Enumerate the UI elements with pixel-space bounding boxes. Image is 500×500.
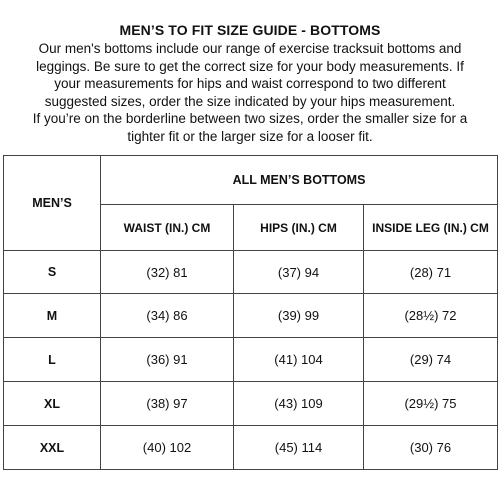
inside-leg-column-header: INSIDE LEG (IN.) CM	[364, 205, 498, 251]
inside-leg-cell: (29) 74	[364, 338, 498, 382]
size-guide-table	[3, 155, 498, 470]
waist-cell: (40) 102	[101, 426, 234, 470]
intro-line: leggings. Be sure to get the correct size for your body measurements. If	[36, 58, 464, 74]
waist-cell: (36) 91	[101, 338, 234, 382]
waist-cell: (32) 81	[101, 251, 234, 294]
intro-line: tighter fit or the larger size for a looser fit.	[127, 128, 373, 144]
hips-cell: (37) 94	[234, 251, 364, 294]
size-cell: XXL	[4, 426, 101, 470]
all-mens-bottoms-header: ALL MEN’S BOTTOMS	[101, 156, 498, 205]
inside-leg-cell: (28) 71	[364, 251, 498, 294]
table-row	[4, 382, 498, 426]
table-header-row	[4, 156, 498, 205]
inside-leg-cell: (28½) 72	[364, 294, 498, 338]
intro-line: If you’re on the borderline between two sizes, order the smaller size for a	[32, 111, 468, 127]
intro-line: Our men's bottoms include our range of exercise tracksuit bottoms and	[38, 41, 462, 56]
hips-cell: (39) 99	[234, 294, 364, 338]
inside-leg-cell: (30) 76	[364, 426, 498, 470]
intro-paragraph	[0, 40, 500, 146]
size-cell: L	[4, 338, 101, 382]
mens-header-cell: MEN’S	[4, 156, 101, 251]
hips-cell: (41) 104	[234, 338, 364, 382]
waist-cell: (34) 86	[101, 294, 234, 338]
page-title: MEN’S TO FIT SIZE GUIDE - BOTTOMS	[119, 22, 381, 38]
hips-cell: (43) 109	[234, 382, 364, 426]
waist-cell: (38) 97	[101, 382, 234, 426]
hips-column-header: HIPS (IN.) CM	[234, 205, 364, 251]
table-row	[4, 338, 498, 382]
size-cell: XL	[4, 382, 101, 426]
table-row	[4, 251, 498, 294]
size-cell: M	[4, 294, 101, 338]
size-cell: S	[4, 251, 101, 294]
inside-leg-cell: (29½) 75	[364, 382, 498, 426]
hips-cell: (45) 114	[234, 426, 364, 470]
table-row	[4, 426, 498, 470]
intro-line: suggested sizes, order the size indicated by your hips measurement.	[44, 93, 456, 109]
table-row	[4, 294, 498, 338]
intro-line: your measurements for hips and waist correspond to two different	[54, 76, 446, 92]
waist-column-header: WAIST (IN.) CM	[101, 205, 234, 251]
